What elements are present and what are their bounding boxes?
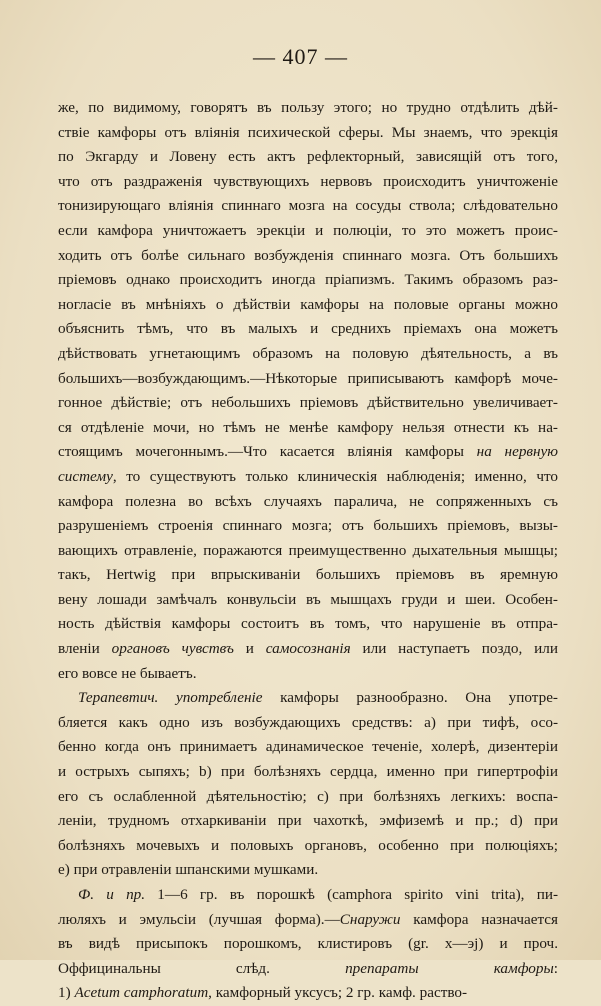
text-segment: большихъ—возбуждающимъ.—Нѣкоторые приписываютъ камфорѣ моче- [58,369,558,387]
text-segment: и острыхъ сыпяхъ; b) при болѣзняхъ сердца, именно при гипертрофіи [58,763,558,781]
italic-text: самосознанія [265,640,351,658]
text-line [58,465,558,490]
text-line [58,539,558,564]
text-segment: , камфорный уксусъ; 2 гр. камф. раство- [208,984,468,1002]
text-line [58,219,558,244]
text-line [58,440,558,465]
text-segment: бенно когда онъ принимаетъ адинамическое теченіе, холерѣ, дизентеріи [58,738,558,756]
text-segment: e) при отравленіи шпанскими мушками. [58,861,319,879]
text-segment: въ видѣ присыпокъ порошкомъ, клистировъ (gr. x—эj) и проч. [58,935,558,953]
text-line [58,367,558,392]
text-segment: : [553,959,559,977]
text-segment: его вовсе не бываетъ. [58,664,197,682]
text-segment: 1—6 гр. въ порошкѣ (camphora spirito vini trita), пи- [145,886,559,903]
text-line [58,194,558,219]
text-line [58,293,558,318]
text-segment: камфора полезна во всѣхъ случаяхъ паралича, не сопряженныхъ съ [58,492,558,510]
text-segment: ствіе камфоры отъ вліянія психической сферы. Мы знаемъ, что эрекція [58,123,558,141]
text-segment: камфора назначается [400,910,558,928]
text-line [58,809,558,834]
text-line [58,785,558,810]
text-line [58,612,558,637]
text-segment: , то существуютъ только клиническія наблюденія; именно, что [112,467,558,485]
italic-text: Терапевтич. употребленіе [78,689,263,707]
page-number: — 407 — [253,44,348,69]
text-line [58,883,558,908]
text-line [58,760,558,785]
text-line [58,662,558,687]
text-segment: дѣйствовать угнетающимъ образомъ на половую дѣятельность, а въ [58,344,558,362]
text-line [58,981,558,1006]
text-segment: вену лошади замѣчалъ конвульсіи въ мышцахъ груди и шеи. Особен- [58,590,558,608]
text-line [58,563,558,588]
text-line [58,317,558,342]
text-segment: же, по видимому, говорятъ въ пользу этого; но трудно отдѣлить дѣй- [58,99,558,116]
text-segment: пріемовъ однако происходитъ иногда пріапизмъ. Такимъ образомъ раз- [58,271,558,289]
italic-text: систему [58,467,113,485]
text-line [58,244,558,269]
text-line [58,342,558,367]
text-segment: Оффицинальны слѣд. [58,959,346,977]
text-segment: болѣзняхъ мочевыхъ и половыхъ органовъ, особенно при полюціяхъ; [58,836,558,854]
text-line [58,637,558,662]
text-segment: 1) [58,984,75,1002]
text-line [58,908,558,933]
text-line [58,932,558,957]
text-segment: такъ, Hertwig при впрыскиваніи большихъ пріемовъ въ яремную [58,566,558,584]
text-segment: ногласіе въ мнѣніяхъ о дѣйствіи камфоры на половые органы можно [58,295,558,313]
text-line [58,170,558,195]
text-line [58,957,558,982]
paragraph [58,96,558,686]
text-segment: гонное дѣйствіе; отъ небольшихъ пріемовъ дѣйствительно увеличивает- [58,394,558,412]
text-line [58,588,558,613]
text-segment: ся отдѣленіе мочи, но тѣмъ не менѣе камфору нельзя отнести къ на- [58,418,558,436]
text-segment: разрушеніемъ строенія спиннаго мозга; отъ большихъ пріемовъ, вызы- [58,517,558,535]
text-segment: если камфора уничтожаетъ эрекціи и полюціи, то это можетъ проис- [58,221,558,239]
italic-text: Снаружи [339,910,401,928]
text-line [58,834,558,859]
text-line [58,490,558,515]
text-line [58,121,558,146]
text-line [58,145,558,170]
text-line [58,711,558,736]
text-line [58,514,558,539]
italic-text: на нервную [476,443,558,461]
text-segment: стоящимъ мочегоннымъ.—Что касается вліянія камфоры [58,443,477,461]
text-line [58,686,558,711]
text-segment: что отъ раздраженія чувствующихъ нервовъ происходитъ уничтоженіе [58,172,558,190]
text-segment: или наступаетъ поздо, или [350,640,558,658]
text-segment: вающихъ отравленіе, поражаются преимущественно дыхательныя мышцы; [58,541,558,559]
text-segment: леніи, трудномъ отхаркиваніи при чахоткѣ, эмфиземѣ и пр.; d) при [58,812,558,830]
text-segment: вленіи [58,640,112,658]
text-segment: бляется какъ одно изъ возбуждающихъ средствъ: a) при тифѣ, осо- [58,713,558,731]
italic-text: Acetum camphoratum [74,984,209,1002]
text-segment: объяснить тѣмъ, что въ малыхъ и среднихъ пріемахъ она можетъ [58,320,558,338]
body-text [58,96,558,1006]
italic-text: препараты камфоры [345,959,554,977]
text-line [58,96,558,121]
text-line [58,735,558,760]
text-line [58,858,558,883]
text-segment: ность дѣйствія камфоры состоитъ въ томъ, что нарушеніе въ отпра- [58,615,558,633]
text-segment: ходить отъ болѣе сильнаго возбужденія спиннаго мозга. Отъ большихъ [58,246,558,264]
text-segment: и [233,640,266,658]
text-line [58,268,558,293]
text-segment: тонизирующаго вліянія спиннаго мозга на сосуды ствола; слѣдовательно [58,197,558,215]
text-segment: его съ ослабленной дѣятельностію; c) при болѣзняхъ легкихъ: воспа- [58,787,558,805]
text-segment: по Экгарду и Ловену есть актъ рефлекторный, зависящій отъ того, [58,148,558,166]
paragraph [58,883,558,1006]
italic-text: органовъ чувствъ [111,640,234,658]
text-segment: камфоры разнообразно. Она употре- [262,689,558,707]
text-line [58,416,558,441]
paragraph [58,686,558,883]
italic-text: Ф. и пр. [78,886,146,903]
text-line [58,391,558,416]
text-segment: люляхъ и эмульсіи (лучшая форма).— [58,910,340,928]
